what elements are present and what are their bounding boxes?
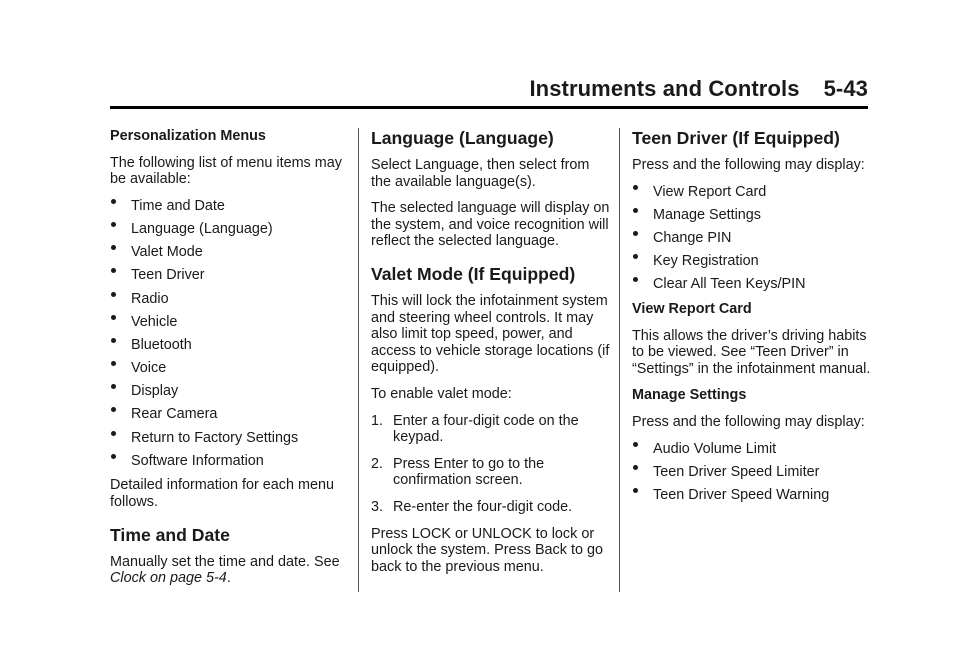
view-report-card-text: This allows the driver’s driving habits to be viewed. See “Teen Driver” in “Settings” in the infotainment manual. (632, 327, 871, 377)
view-report-card-subhead: View Report Card (632, 300, 752, 317)
list-item: Software Information (110, 453, 352, 470)
section-title: Instruments and Controls (529, 76, 800, 101)
list-item: Teen Driver (110, 267, 352, 284)
teen-driver-heading: Teen Driver (If Equipped) (632, 128, 840, 148)
language-paragraph-2: The selected language will display on the system, and voice recognition will reflect the selected language. (371, 200, 610, 250)
valet-paragraph-2: To enable valet mode: (371, 385, 512, 402)
list-item: Time and Date (110, 198, 352, 215)
valet-paragraph-1: This will lock the infotainment system and steering wheel controls. It may also limit top speed, power, and access to vehicle storage locations (if equipped). (371, 292, 610, 376)
column-divider (358, 128, 359, 592)
column-2 (371, 128, 613, 585)
page-header (529, 76, 868, 102)
language-heading: Language (Language) (371, 128, 554, 148)
list-item: Rear Camera (110, 406, 352, 423)
step-number: 1. (371, 412, 384, 429)
valet-paragraph-3: Press LOCK or UNLOCK to lock or unlock the system. Press Back to go back to the previous menu. (371, 525, 603, 575)
time-date-text (110, 554, 352, 587)
manage-settings-list (632, 441, 874, 504)
personalization-menus-subhead: Personalization Menus (110, 128, 266, 144)
list-item: Audio Volume Limit (632, 441, 874, 458)
language-paragraph-1: Select Language, then select from the available language(s). (371, 157, 590, 190)
column-3 (632, 128, 874, 511)
list-item: Key Registration (632, 253, 874, 270)
list-item: Valet Mode (110, 244, 352, 261)
manage-settings-intro: Press and the following may display: (632, 413, 865, 430)
valet-step (371, 413, 613, 446)
list-item: Teen Driver Speed Limiter (632, 464, 874, 481)
clock-page-reference-link[interactable]: Clock on page 5-4 (110, 570, 227, 587)
list-item: Vehicle (110, 314, 352, 331)
step-number: 3. (371, 498, 384, 515)
header-rule (110, 106, 868, 109)
list-item: Bluetooth (110, 337, 352, 354)
menu-outro: Detailed information for each menu follows. (110, 477, 334, 511)
list-item: Display (110, 383, 352, 400)
page-number: 5-43 (823, 76, 868, 101)
teen-driver-list (632, 184, 874, 293)
menu-items-list (110, 198, 352, 470)
step-text: Enter a four-digit code on the keypad. (393, 412, 579, 446)
menu-intro: The following list of menu items may be available: (110, 154, 342, 188)
column-divider (619, 128, 620, 592)
step-number: 2. (371, 455, 384, 472)
list-item: Language (Language) (110, 221, 352, 238)
list-item: Change PIN (632, 230, 874, 247)
list-item: Manage Settings (632, 207, 874, 224)
valet-mode-heading: Valet Mode (If Equipped) (371, 263, 576, 284)
time-date-heading: Time and Date (110, 524, 230, 545)
list-item: Radio (110, 291, 352, 308)
time-date-period: . (226, 570, 231, 587)
step-text: Press Enter to go to the confirmation screen. (393, 455, 545, 489)
list-item: Teen Driver Speed Warning (632, 487, 874, 504)
list-item: Return to Factory Settings (110, 430, 352, 447)
manage-settings-subhead: Manage Settings (632, 387, 747, 404)
valet-step (371, 499, 613, 516)
list-item: Voice (110, 360, 352, 377)
list-item: View Report Card (632, 184, 874, 201)
column-1 (110, 128, 352, 597)
step-text: Re-enter the four-digit code. (393, 498, 573, 515)
valet-step (371, 456, 613, 489)
list-item: Clear All Teen Keys/PIN (632, 276, 874, 293)
teen-driver-intro: Press and the following may display: (632, 157, 865, 173)
time-date-sentence: Manually set the time and date. See (110, 553, 340, 570)
